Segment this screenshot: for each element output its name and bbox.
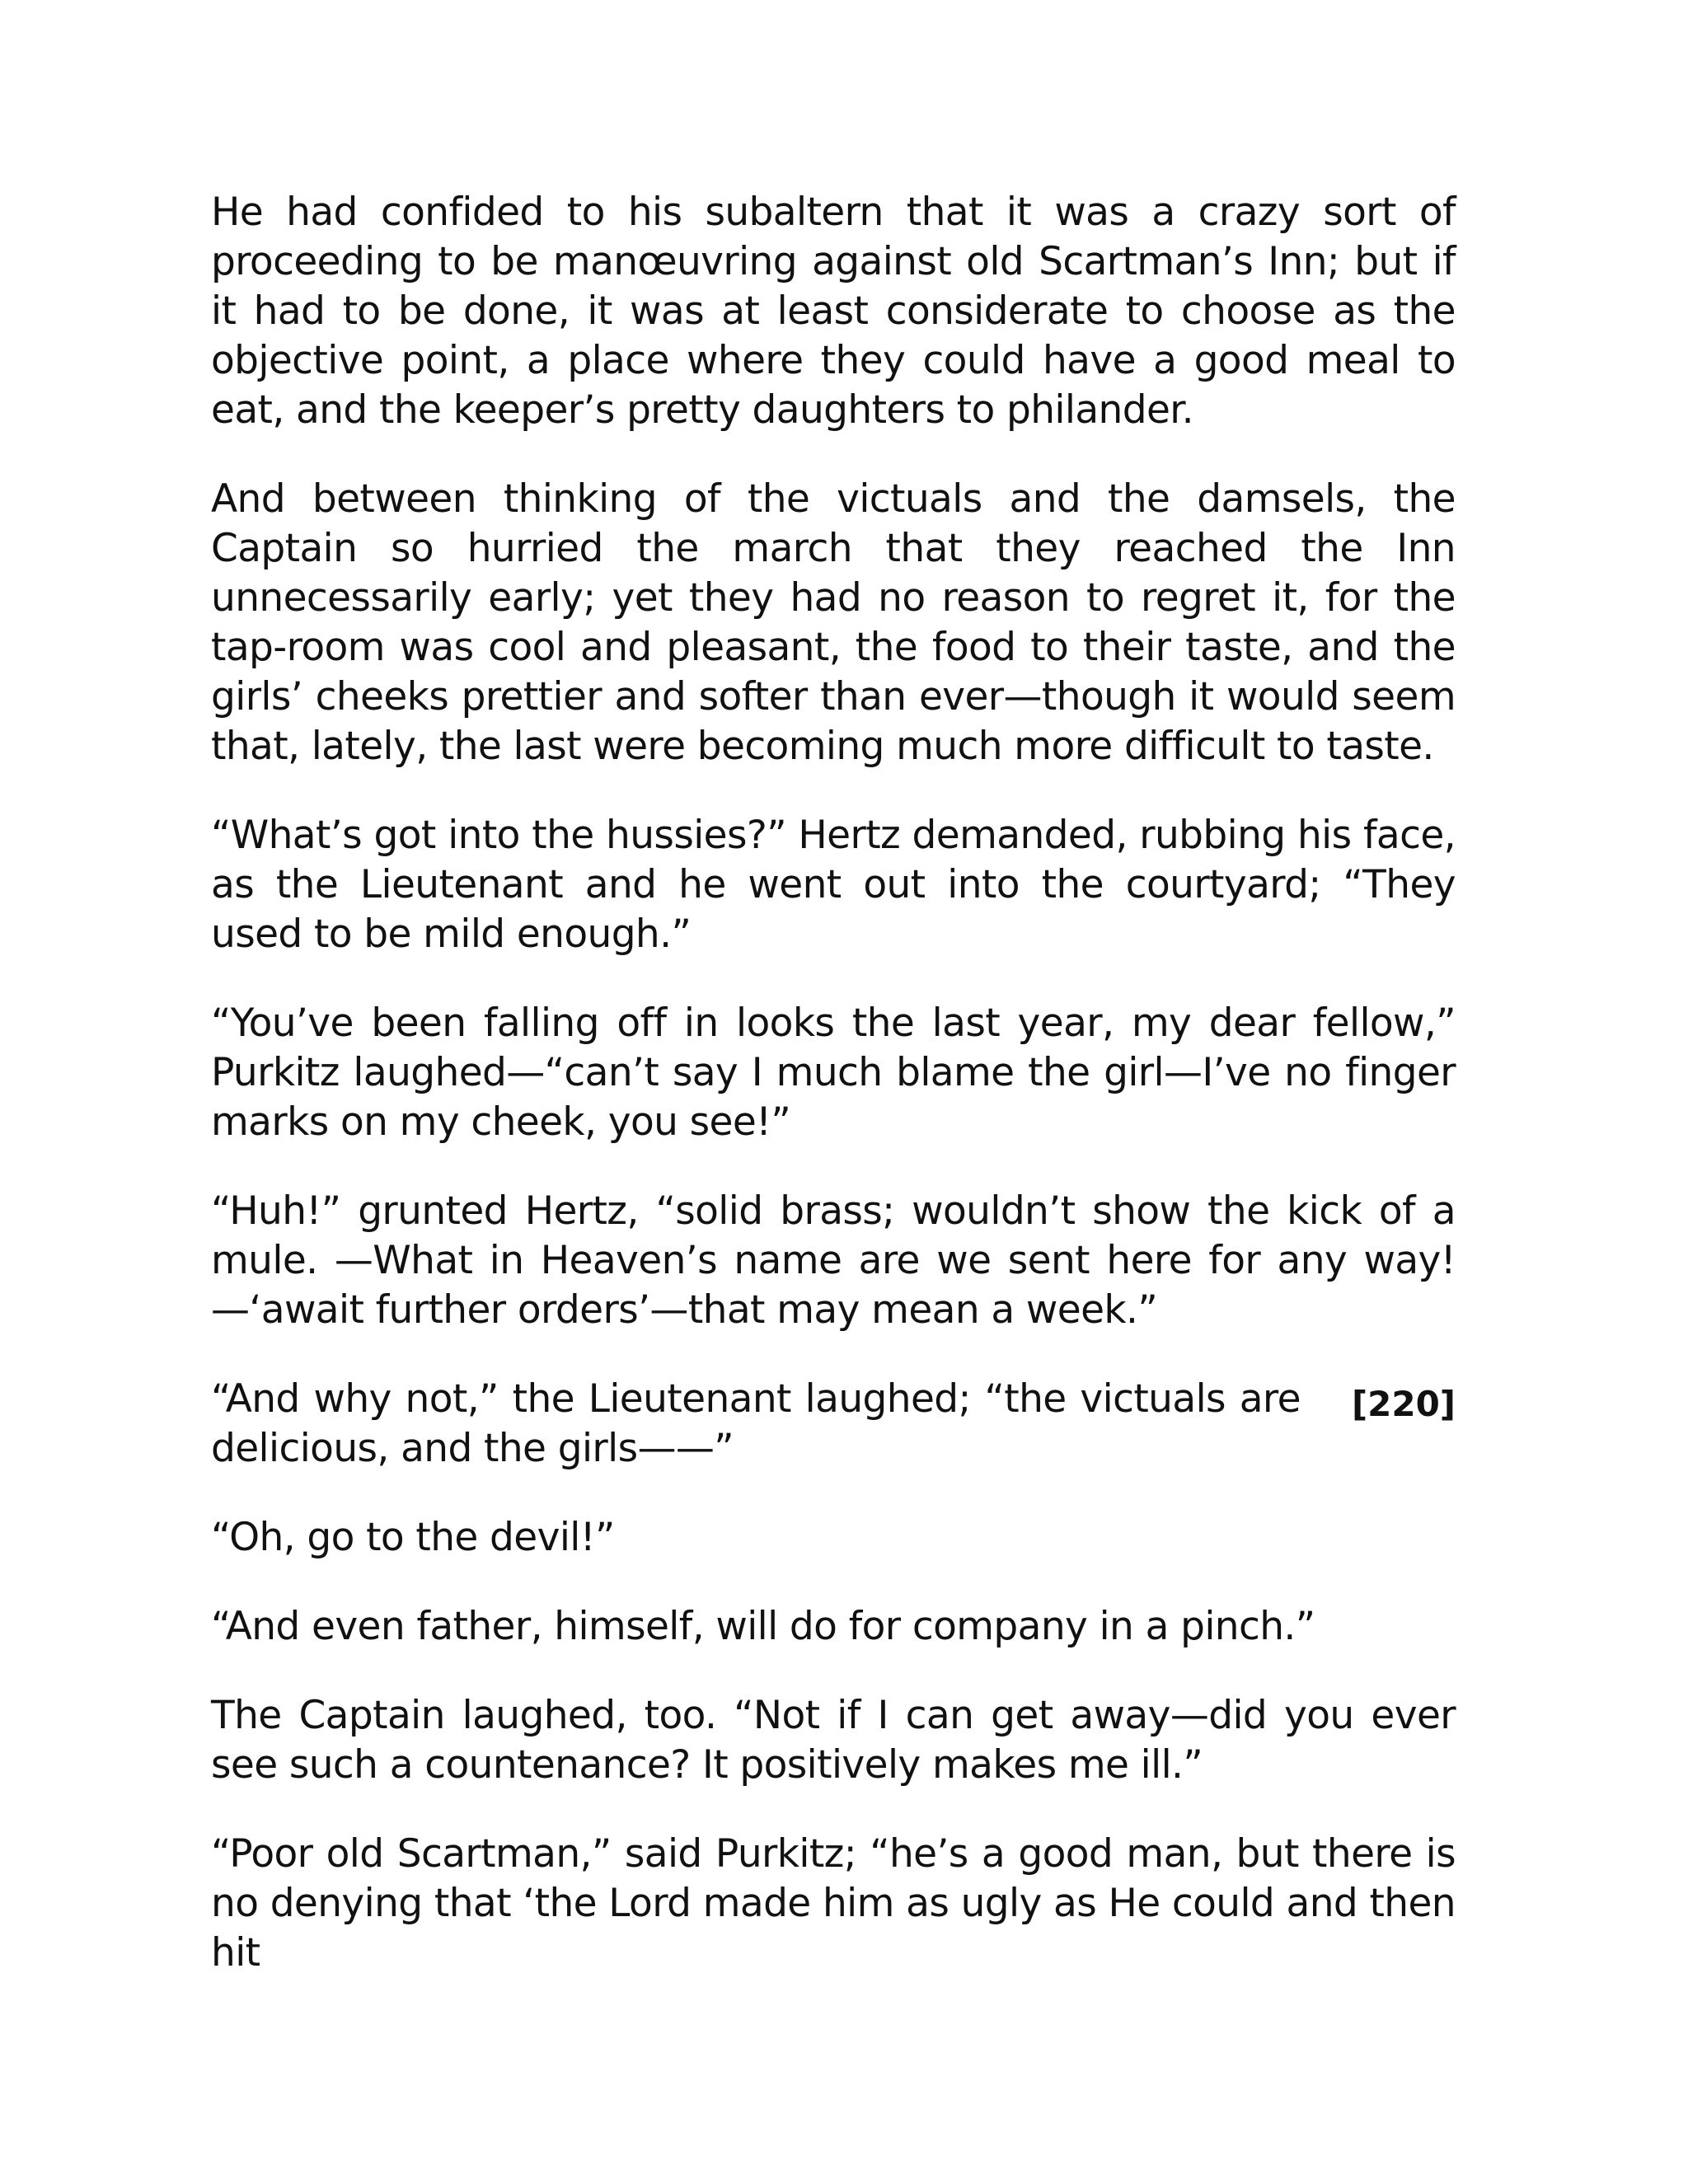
paragraph: “Oh, go to the devil!”: [211, 1515, 615, 1560]
paragraph-with-page-number: [211, 1375, 1456, 1474]
book-page: [211, 188, 1456, 1978]
paragraph: “Poor old Scartman,” said Purkitz; “he’s a good man, but there is no denying that ‘the Lord made him as ugly as He could and then hit: [211, 1831, 1456, 1975]
paragraph: “What’s got into the hussies?” Hertz demanded, rubbing his face, as the Lieutenant and he went out into the courtyard; “They used to be mild enough.”: [211, 813, 1456, 957]
paragraph: The Captain laughed, too. “Not if I can get away—did you ever see such a countenance? It positively makes me ill.”: [211, 1693, 1456, 1788]
paragraph: “You’ve been falling off in looks the last year, my dear fellow,” Purkitz laughed—“can’t say I much blame the girl—I’ve no finger marks on my cheek, you see!”: [211, 1001, 1456, 1145]
paragraph: “And even father, himself, will do for company in a pinch.”: [211, 1604, 1315, 1649]
paragraph: He had confided to his subaltern that it was a crazy sort of proceeding to be manœuvring against old Scartman’s Inn; but if it had to be done, it was at least considerate to choose as the objective point, a place where they could have a good meal to eat, and the keeper’s pretty daughters to philander.: [211, 190, 1456, 433]
paragraph: And between thinking of the victuals and the damsels, the Captain so hurried the march that they reached the Inn unnecessarily early; yet they had no reason to regret it, for the tap-room was cool and pleasant, the food to their taste, and the girls’ cheeks prettier and softer than ever—though it would seem that, lately, the last were becoming much more difficult to taste.: [211, 476, 1456, 769]
paragraph: “Huh!” grunted Hertz, “solid brass; wouldn’t show the kick of a mule. —What in Heaven’s name are we sent here for any way!—‘await further orders’—that may mean a week.”: [211, 1188, 1456, 1333]
page-number: [220]: [1351, 1384, 1456, 1424]
paragraph: “And why not,” the Lieutenant laughed; “the victuals are delicious, and the girls——”: [211, 1376, 1301, 1471]
